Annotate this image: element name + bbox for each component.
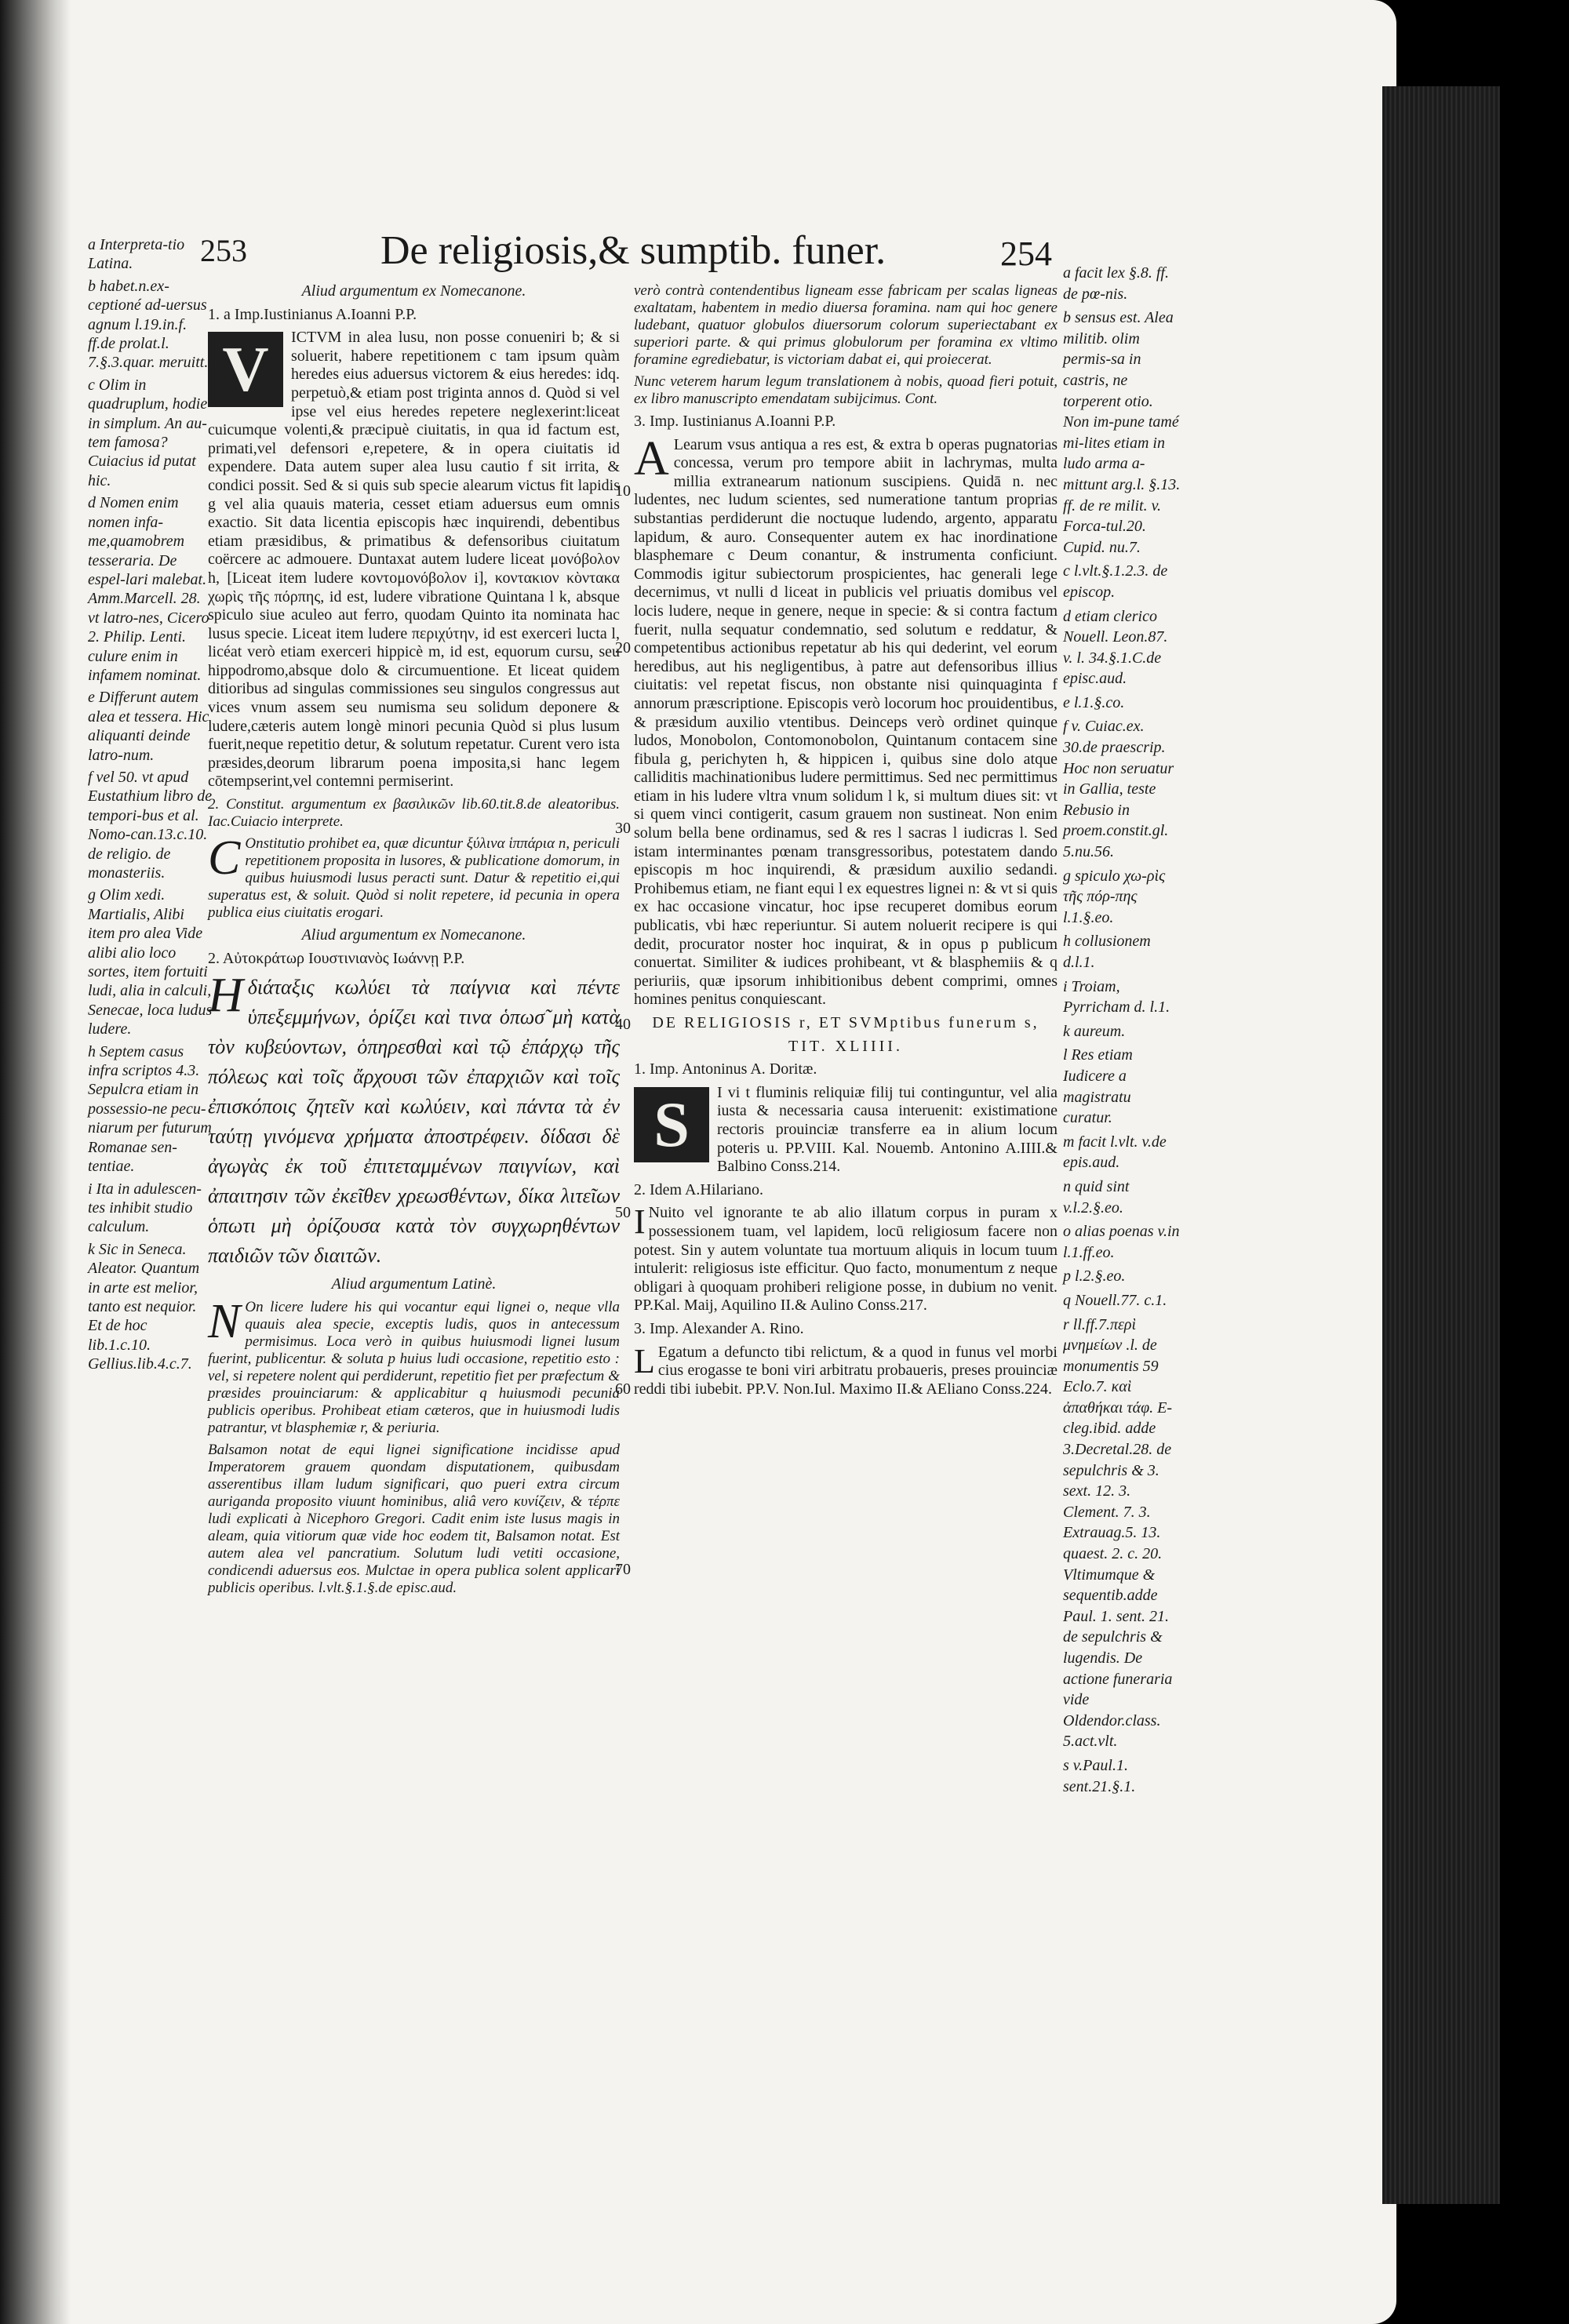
initial-n: N <box>208 1294 241 1348</box>
law-t1-title: 1. Imp. Antoninus A. Doritæ. <box>634 1060 817 1078</box>
law-t2 <box>634 1204 1058 1315</box>
dropcap-s: S <box>634 1087 709 1162</box>
left-margin-note: d Nomen enim nomen infa-me,quamobrem tesseraria. De espel-lari malebat. Amm.Marcell. 28. vt latro-nes, Cicero 2. Philip. Lenti. culure enim in infamem nominat. <box>88 494 209 684</box>
right-margin-note: r ll.ff.7.περὶ μνημείων .l. de monumentis 59 Eclo.7. καὶ ἀπαθήκαι τάφ. E-cleg.ibid. adde 3.Decretal.28. de sepulchris & 3. sext. 12. 3. Clement. 7. 3. Extrauag.5. 13. quaest. 2. c. 20. Vltimumque & sequentib.adde Paul. 1. sent. 21. de sepulchris & lugendis. De actione funeraria vide Oldendor.class. 5.act.vlt. <box>1063 1315 1173 1751</box>
initial-i: I <box>634 1202 646 1242</box>
balsamon-note: Balsamon notat de equi lignei significatione incidisse apud Imperatorem grauem quondam disputationem, quibusdam asserentibus illam ludum significari, quo pueri extra circum auriganda proposito viuunt hominibus, aliâ vero κυνίζειν, & τέρπε ludi explicati à Nicephoro Gregori. Cadit enim iste lusus magis in aleam, quia vitiorum quæ vide hoc eodem tit, Balsamon notat. Est autem alea vel pancratium. Solutum ludi vetiti occasione, condicendi aduersus eos. Mulctae in opera publica solent applicari publicis operibus. l.vlt.§.1.§.de episc.aud. <box>208 1441 620 1596</box>
law-t1-text: I vi t fluminis reliquiæ filij tui continguntur, vel alia iusta & necessaria causa interuenit: existimatione rectoris prouinciæ transferre ea in alium locum poteris u. PP.VIII. Kal. Nouemb. Antonino A.IIII.& Balbino Conss.214. <box>717 1083 1058 1176</box>
right-margin-note: n quid sint v.l.2.§.eo. <box>1063 1177 1130 1217</box>
right-margin-note: h collusionem d.l.1. <box>1063 933 1151 971</box>
left-heading-1: Aliud argumentum ex Nomecanone. <box>301 282 526 300</box>
left-margin-note: i Ita in adulescen-tes inhibit studio calculum. <box>88 1180 202 1236</box>
line-number: 20 <box>615 639 631 656</box>
right-page-number: 254 <box>1000 235 1052 273</box>
right-margin-note: g spiculo χω-ρὶς τῆς πόρ-πης l.1.§.eo. <box>1063 867 1166 926</box>
left-margin-note: f vel 50. vt apud Eustathium libro de tempori-bus et al. Nomo-can.13.c.10. de religio. de monasteriis. <box>88 768 213 882</box>
law-3 <box>634 431 1058 1009</box>
initial-h: H <box>208 969 243 1023</box>
greek-constitution <box>208 969 620 1271</box>
dropcap-v: V <box>208 332 283 407</box>
right-top-text: verò contrà contendentibus ligneam esse fabricam per scalas ligneas exaltatam, habentem in medio diuersa foramina. nam qui hoc genere ludebant, quatuor globulos diuersorum colorum superiectabant ex superiori parte. & qui primus globulorum per foramina ex vltimo foramine egrediebatur, is victoriam dabat ei, qui proiecerat. <box>634 282 1058 368</box>
running-head: De religiosis,& sumptib. funer. <box>380 228 886 273</box>
law-1-text: ICTVM in alea lusu, non posse conueniri b; & si soluerit, habere repetitionem c tam ipsum quàm heredes eius aduersus victorem & eius heredes: idq. perpetuò,& etiam post triginta annos d. Quòd si vel ipse vel eius heredes repetere neglexerint:liceat cuicumque volenti,& præcipuè ciuitatis, in qua id factum est, primati,vel defensori e,repetere, & in opera ciuitatis id expendere. Data autem super alea lusu cautio f sit irrita, & condici possit. Sed & si quis sub specie alearum victus fit lapidis g vel alia quauis materia, cesset etiam aduersus eum omnis exactio. Sit data licentia episcopis hæc inquirendi, debentibus etiam præsidibus, & primatibus & defensoribus ciuitatum coërcere ac admouere. Duntaxat autem ludere liceat μονόβολον h, [Liceat item ludere κοντομονόβολον i], κοντακιον κὸντακα χωρὶς τῆς πόρπης, id est, ludere vibratione Quintana l k, absque spiculo siue aculeo aut ferro, quodam Quinto ita nominata hac lusus specie. Liceat item ludere περιχύτην, id est exerceri lucta l, licéat verò etiam exerceri hippicè m, id est, equorum cursu, seu hippodromo,absque dolo & circumuentione. Et liceat quidem ditioribus ad singulas commissiones seu singulos congressus aut vices vnum assem seu numisma seu solidum deponere & ludere,cæteris autem longè minori pecunia Quòd si plus lusum fuerit,neque repetitio detur, & solutum repetatur. Curent vero ista præsides,deorum librarum poena imposita,si hanc legem cōtempserint,vel contemni permiserint. <box>208 329 620 791</box>
right-margin-note: o alias poenas v.in l.1.ff.eo. <box>1063 1223 1180 1261</box>
law-t3-title: 3. Imp. Alexander A. Rino. <box>634 1319 804 1337</box>
page-edges <box>1382 86 1500 2204</box>
left-heading-2: Aliud argumentum ex Nomecanone. <box>301 926 526 944</box>
line-number: 50 <box>615 1204 631 1221</box>
title-heading: DE RELIGIOSIS r, ET SVMptibus funerum s, <box>652 1014 1039 1031</box>
initial-l: L <box>634 1341 655 1380</box>
line-number: 40 <box>615 1016 631 1033</box>
law-2-title: 2. Constitut. argumentum ex βασιλικῶν lib.60.tit.8.de aleatoribus. Iac.Cuiacio interprete. <box>208 796 620 831</box>
law-4-text: On licere ludere his qui vocantur equi lignei o, neque vlla quauis alea specie, exceptis ludis, quos in antecessum permisimus. Loca verò in quibus huiusmodi lignei lusum fuerint, publicentur. & soluta p huius ludi occasione, repetitio esto : vel, si repetere nolent qui perdiderunt, repetitio fiet per præfectum & præsides prouinciarum: & applicabitur q huiusmodi pecunia publicis operibus. Prohibeat etiam cæteros, que in huiusmodi ludis patrantur, vt blasphemiæ r, & periuria. <box>208 1298 620 1436</box>
left-margin-note: k Sic in Seneca. Aleator. Quantum in arte est melior, tanto est nequior. Et de hoc lib.1.c.10. Gellius.lib.4.c.7. <box>88 1240 200 1373</box>
right-margin-note: p l.2.§.eo. <box>1063 1267 1126 1286</box>
law-t1 <box>634 1084 1058 1177</box>
line-number: 10 <box>615 482 631 500</box>
law-2-text: Onstitutio prohibet ea, quæ dicuntur ξύλινα ἱππάρια n, periculi repetitionem proposita in lusores, & publicatione domorum, in quibus huiusmodi lusus peracti sunt. Datur & repetitio ei,qui superatus est, & soluit. Quòd si nolit repetere, id pecunia in opera publica eius ciuitatis erogari. <box>208 835 620 922</box>
left-margin-note: a Interpreta-tio Latina. <box>88 236 185 273</box>
right-margin-note: e l.1.§.co. <box>1063 693 1125 711</box>
page-header <box>200 227 1063 290</box>
left-margin-note: c Olim in quadruplum, hodie in simplum. An au-tem famosa? Cuiacius id putat hic. <box>88 376 208 489</box>
right-margin-note: l Res etiam Iudicere a magistratu curatur. <box>1063 1046 1133 1127</box>
law-3-text: Learum vsus antiqua a res est, & extra b operas pugnatorias concessa, verum pro tempore abiit in lachrymas, multa millia extranearum nationum suscipiens. Quidā n. nec ludentes, nec ludum scientes, sed numeratione tantum proprias substantias perdiderunt die noctuque ludendo, argento, apparatu lapidum, & auro. Consequenter autem ex hac inordinatione blasphemare c Deum conantur, & instrumenta conficiunt. Commodis igitur subiectorum prospicientes, hac generali lege decernimus, vt nulli d liceat in publicis vel priuatis domibus vel locis ludere, neque in genere, neque in specie: & si contra factum fuerit, nulla sequatur condemnatio, sed solutum e reddatur, & competentibus actionibus repetatur ab his qui dederint, vel eorum heredibus, aut his negligentibus, à patre aut defensoribus illius ciuitatis: vel repetat fiscus, non obstante nisi quinquaginta f annorum præscriptione. Episcopis verò locorum hoc prouidentibus, & præsidum auxilio vtentibus. Deinceps verò ordinet quinque ludos, Monobolon, Contomonobolon, Quintanum contacem sine fibula g, perichyten h, & hippicen i, quibus sine dolo atque calliditis machinationibus ludere permittimus. Sed nec permittimus etiam in his ludere vltra vnum solidum l k, si multum diues sit: vt si quem vinci contigerit, casum grauem non sustineat. Non enim solum bella bene ordinamus, sed & res l sacras l iudicras l. Sed istam interminantes pœnam transgressoribus, potestatem dando episcopis m hoc inquirendi, & præsidum auxilio sedandi. Prohibemus etiam, ne fiant equi l ex equestres lignei n: & vt si quis ex hac occasione vincatur, hoc ipse recuperet domibus eorum publicatis, vbi hæc reperiuntur. Si autem noluerit recipere is qui dedit, procurator noster hoc inquirat, & in opus p publicum conuertat. Similiter & iudices prohibeant, vt & blasphemiis & q periuriis, quæ ipsorum inhibitionibus debent comprimi, omnes homines penitus conquiescant. <box>634 435 1058 1009</box>
law-t3-text: Egatum a defuncto tibi relictum, & a quod in funus vel morbi cius erogasse te boni viri arbitratu probaueris, preses prouinciæ reddi tibi iubebit. PP.V. Non.Iul. Maximo II.& AEliano Conss.224. <box>634 1343 1058 1398</box>
line-number: 70 <box>615 1561 631 1578</box>
law-2 <box>208 831 620 922</box>
law-3-greek-title: 2. Αὐτοκράτωρ Ιουστινιανὸς Ιωάννῃ P.P. <box>208 949 465 967</box>
right-margin-note: f v. Cuiac.ex. 30.de praescrip. Hoc non seruatur in Gallia, teste Rebusio in proem.constit.gl. 5.nu.56. <box>1063 718 1174 861</box>
right-margin-note: b sensus est. Alea militib. olim permis-sa in castris, ne torperent otio. Non im-pune tamé mi-lites etiam in ludo arma a-mittunt arg.l. §.13. ff. de re milit. v. Forca-tul.20. Cupid. nu.7. <box>1063 309 1181 556</box>
title-number: TIT. XLIIII. <box>788 1037 903 1055</box>
initial-a: A <box>634 431 669 486</box>
law-3-title: 3. Imp. Iustinianus A.Ioanni P.P. <box>634 413 836 430</box>
left-margin-note: b habet.n.ex-ceptioné ad-uersus agnum l.19.in.f. ff.de prolat.l. 7.§.3.quar. meruitt. <box>88 277 209 372</box>
greek-text: διάταξις κωλύει τὰ παίγνια καὶ πέντε ὑπεξεμμήνων, ὁρίζει καὶ τινα ὁπωσ̃ μὴ κατὰ τὸν κυβεύοντων, ὁπηρεσθαὶ καὶ τῷ ἐπάρχῳ τῆς πόλεως καὶ τοῖς ἄρχουσι τῶν ἐπαρχιῶν καὶ τοῖς ἐπισκόποις ζητεῖν καὶ κωλύειν, καὶ πάντα τὰ ἐν ταύτῃ γινόμενα χρήματα ἀποστρέφειν. δίδασι δὲ ἀγωγὰς ἐκ τοῦ ἐπιτεταμμένων παιγνίων, καὶ ἀπαιτησιν τῶν ἐκεῖθεν χρεωσθέντων, δίκα λιτεῖων ὁπωτι μὴ ὀρίζουσα κατὰ τὸν συγχωρηθέντων παιδιῶν τῶν διαιτῶν. <box>208 976 620 1267</box>
law-1 <box>208 329 620 791</box>
left-column <box>208 282 620 1602</box>
law-t2-title: 2. Idem A.Hilariano. <box>634 1180 763 1198</box>
right-margin-note: m facit l.vlt. v.de epis.aud. <box>1063 1133 1167 1172</box>
initial-c: C <box>208 831 241 886</box>
left-margin-note: h Septem casus infra scriptos 4.3. Sepulcra etiam in possessio-ne pecu-niarum per futurum Romanae sen-tentiae. <box>88 1042 212 1176</box>
binding-gutter <box>0 0 71 2324</box>
law-1-title: 1. a Imp.Iustinianus A.Ioanni P.P. <box>208 305 417 323</box>
line-number: 30 <box>615 820 631 837</box>
right-column <box>634 282 1058 1403</box>
right-margin-note: s v.Paul.1. sent.21.§.1. <box>1063 1756 1136 1795</box>
right-top-note: Nunc veterem harum legum translationem à nobis, quoad fieri potuit, ex libro manuscripto emendatam subijcimus. Cont. <box>634 373 1058 407</box>
line-number: 60 <box>615 1380 631 1398</box>
left-page-number: 253 <box>200 233 247 268</box>
law-t3 <box>634 1341 1058 1399</box>
right-margin-note: k aureum. <box>1063 1022 1126 1040</box>
left-heading-3: Aliud argumentum Latinè. <box>331 1275 497 1293</box>
left-margin-notes <box>88 235 213 1377</box>
right-margin-note: a facit lex §.8. ff. de pœ-nis. <box>1063 264 1169 303</box>
left-margin-note: e Differunt autem alea et tessera. Hic aliquanti deinde latro-num. <box>88 689 209 764</box>
law-t2-text: Nuito vel ignorante te ab alio illatum corpus in puram x possessionem tuam, vel lapidem, locū religiosum facere non potest. Sin y autem voluntate tua mortuum aliquis in locum tuum intulerit: religiosus iste efficitur. Quo facto, monumentum z neque obligari à quoquam prohiberi religione posse, in dubium no venit. PP.Kal. Maij, Aquilino II.& Aulino Conss.217. <box>634 1204 1058 1315</box>
right-margin-notes <box>1063 263 1181 1800</box>
right-margin-note: i Troiam, Pyrricham d. l.1. <box>1063 977 1170 1017</box>
right-margin-note: q Nouell.77. c.1. <box>1063 1291 1167 1309</box>
right-margin-note: d etiam clerico Nouell. Leon.87. v. l. 34.§.1.C.de episc.aud. <box>1063 607 1168 688</box>
law-4 <box>208 1294 620 1437</box>
right-margin-note: c l.vlt.§.1.2.3. de episcop. <box>1063 562 1168 601</box>
left-margin-note: g Olim xedi. Martialis, Alibi item pro alea Vide alibi alio loco sortes, item fortuiti ludi, alia in calculi, Senecae, loca ludus ludere. <box>88 886 213 1038</box>
